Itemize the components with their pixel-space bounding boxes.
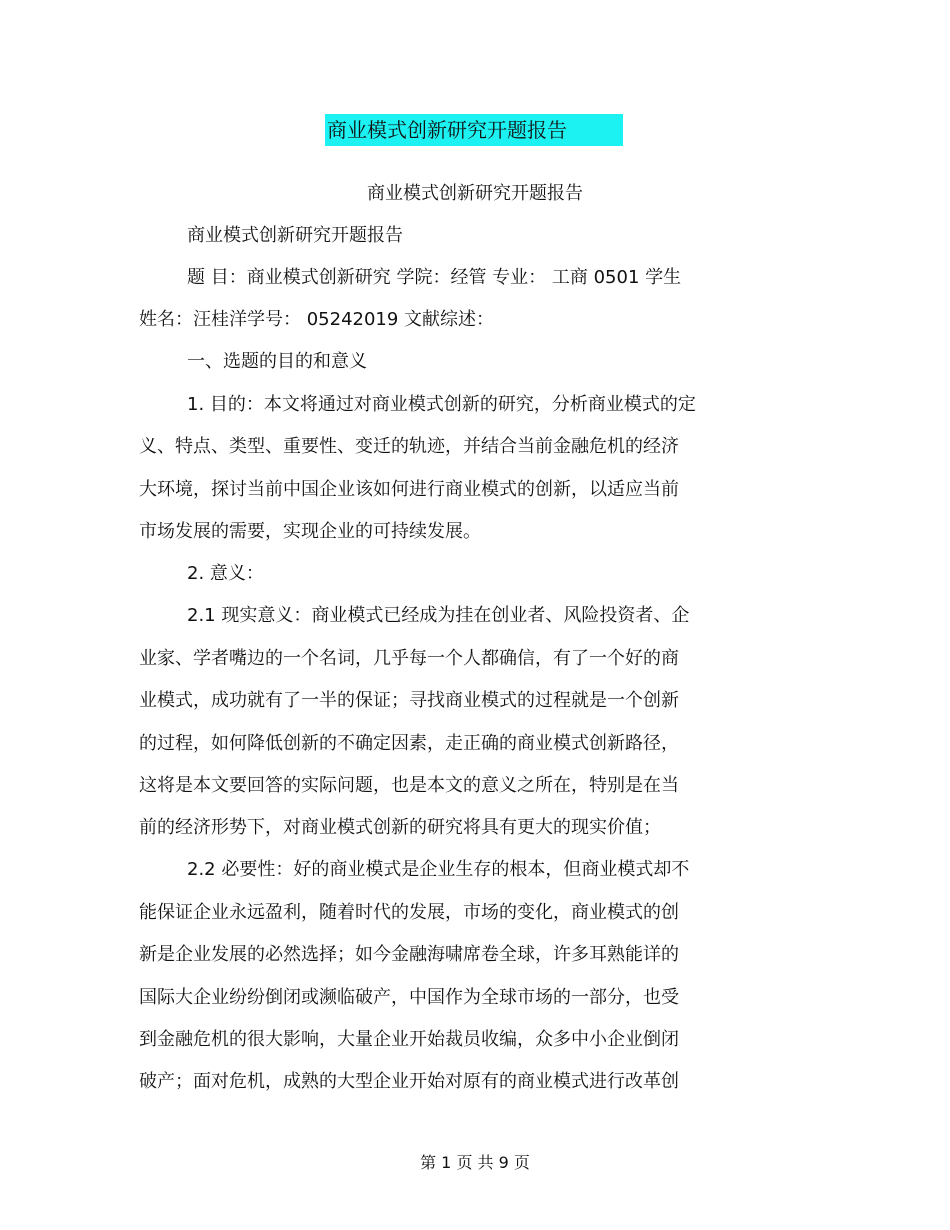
- page-number-footer: 第 1 页 共 9 页: [420, 1153, 530, 1172]
- text-line: 的过程，如何降低创新的不确定因素，走正确的商业模式创新路径，: [139, 733, 679, 754]
- text-line: 业家、学者嘴边的一个名词，几乎每一个人都确信，有了一个好的商: [139, 648, 679, 669]
- text-line: 到金融危机的很大影响，大量企业开始裁员收编，众多中小企业倒闭: [139, 1029, 679, 1050]
- document-subtitle: 商业模式创新研究开题报告: [367, 183, 583, 204]
- text-line: 国际大企业纷纷倒闭或濒临破产，中国作为全球市场的一部分，也受: [139, 987, 679, 1008]
- text-line: 新是企业发展的必然选择；如今金融海啸席卷全球，许多耳熟能详的: [139, 944, 679, 965]
- text-line: 题 目：商业模式创新研究 学院：经管 专业： 工商 0501 学生: [187, 267, 682, 288]
- text-line: 2. 意义：: [187, 563, 264, 584]
- text-line: 2.2 必要性：好的商业模式是企业生存的根本，但商业模式却不: [187, 859, 690, 880]
- text-line: 能保证企业永远盈利，随着时代的发展，市场的变化，商业模式的创: [139, 902, 679, 923]
- text-line: 姓名：汪桂洋学号： 05242019 文献综述：: [139, 309, 495, 330]
- document-title: 商业模式创新研究开题报告: [327, 118, 567, 142]
- text-line: 业模式，成功就有了一半的保证；寻找商业模式的过程就是一个创新: [139, 690, 679, 711]
- text-line: 市场发展的需要，实现企业的可持续发展。: [139, 521, 481, 542]
- text-line: 商业模式创新研究开题报告: [187, 225, 403, 246]
- text-line: 大环境，探讨当前中国企业该如何进行商业模式的创新，以适应当前: [139, 479, 679, 500]
- text-line: 前的经济形势下，对商业模式创新的研究将具有更大的现实价值；: [139, 817, 661, 838]
- text-line: 义、特点、类型、重要性、变迁的轨迹，并结合当前金融危机的经济: [139, 436, 679, 457]
- text-line: 破产；面对危机，成熟的大型企业开始对原有的商业模式进行改革创: [139, 1071, 679, 1092]
- text-line: 这将是本文要回答的实际问题，也是本文的意义之所在，特别是在当: [139, 775, 679, 796]
- text-line: 1. 目的：本文将通过对商业模式创新的研究，分析商业模式的定: [187, 394, 696, 415]
- text-line: 一、选题的目的和意义: [187, 351, 367, 372]
- text-line: 2.1 现实意义：商业模式已经成为挂在创业者、风险投资者、企: [187, 605, 690, 626]
